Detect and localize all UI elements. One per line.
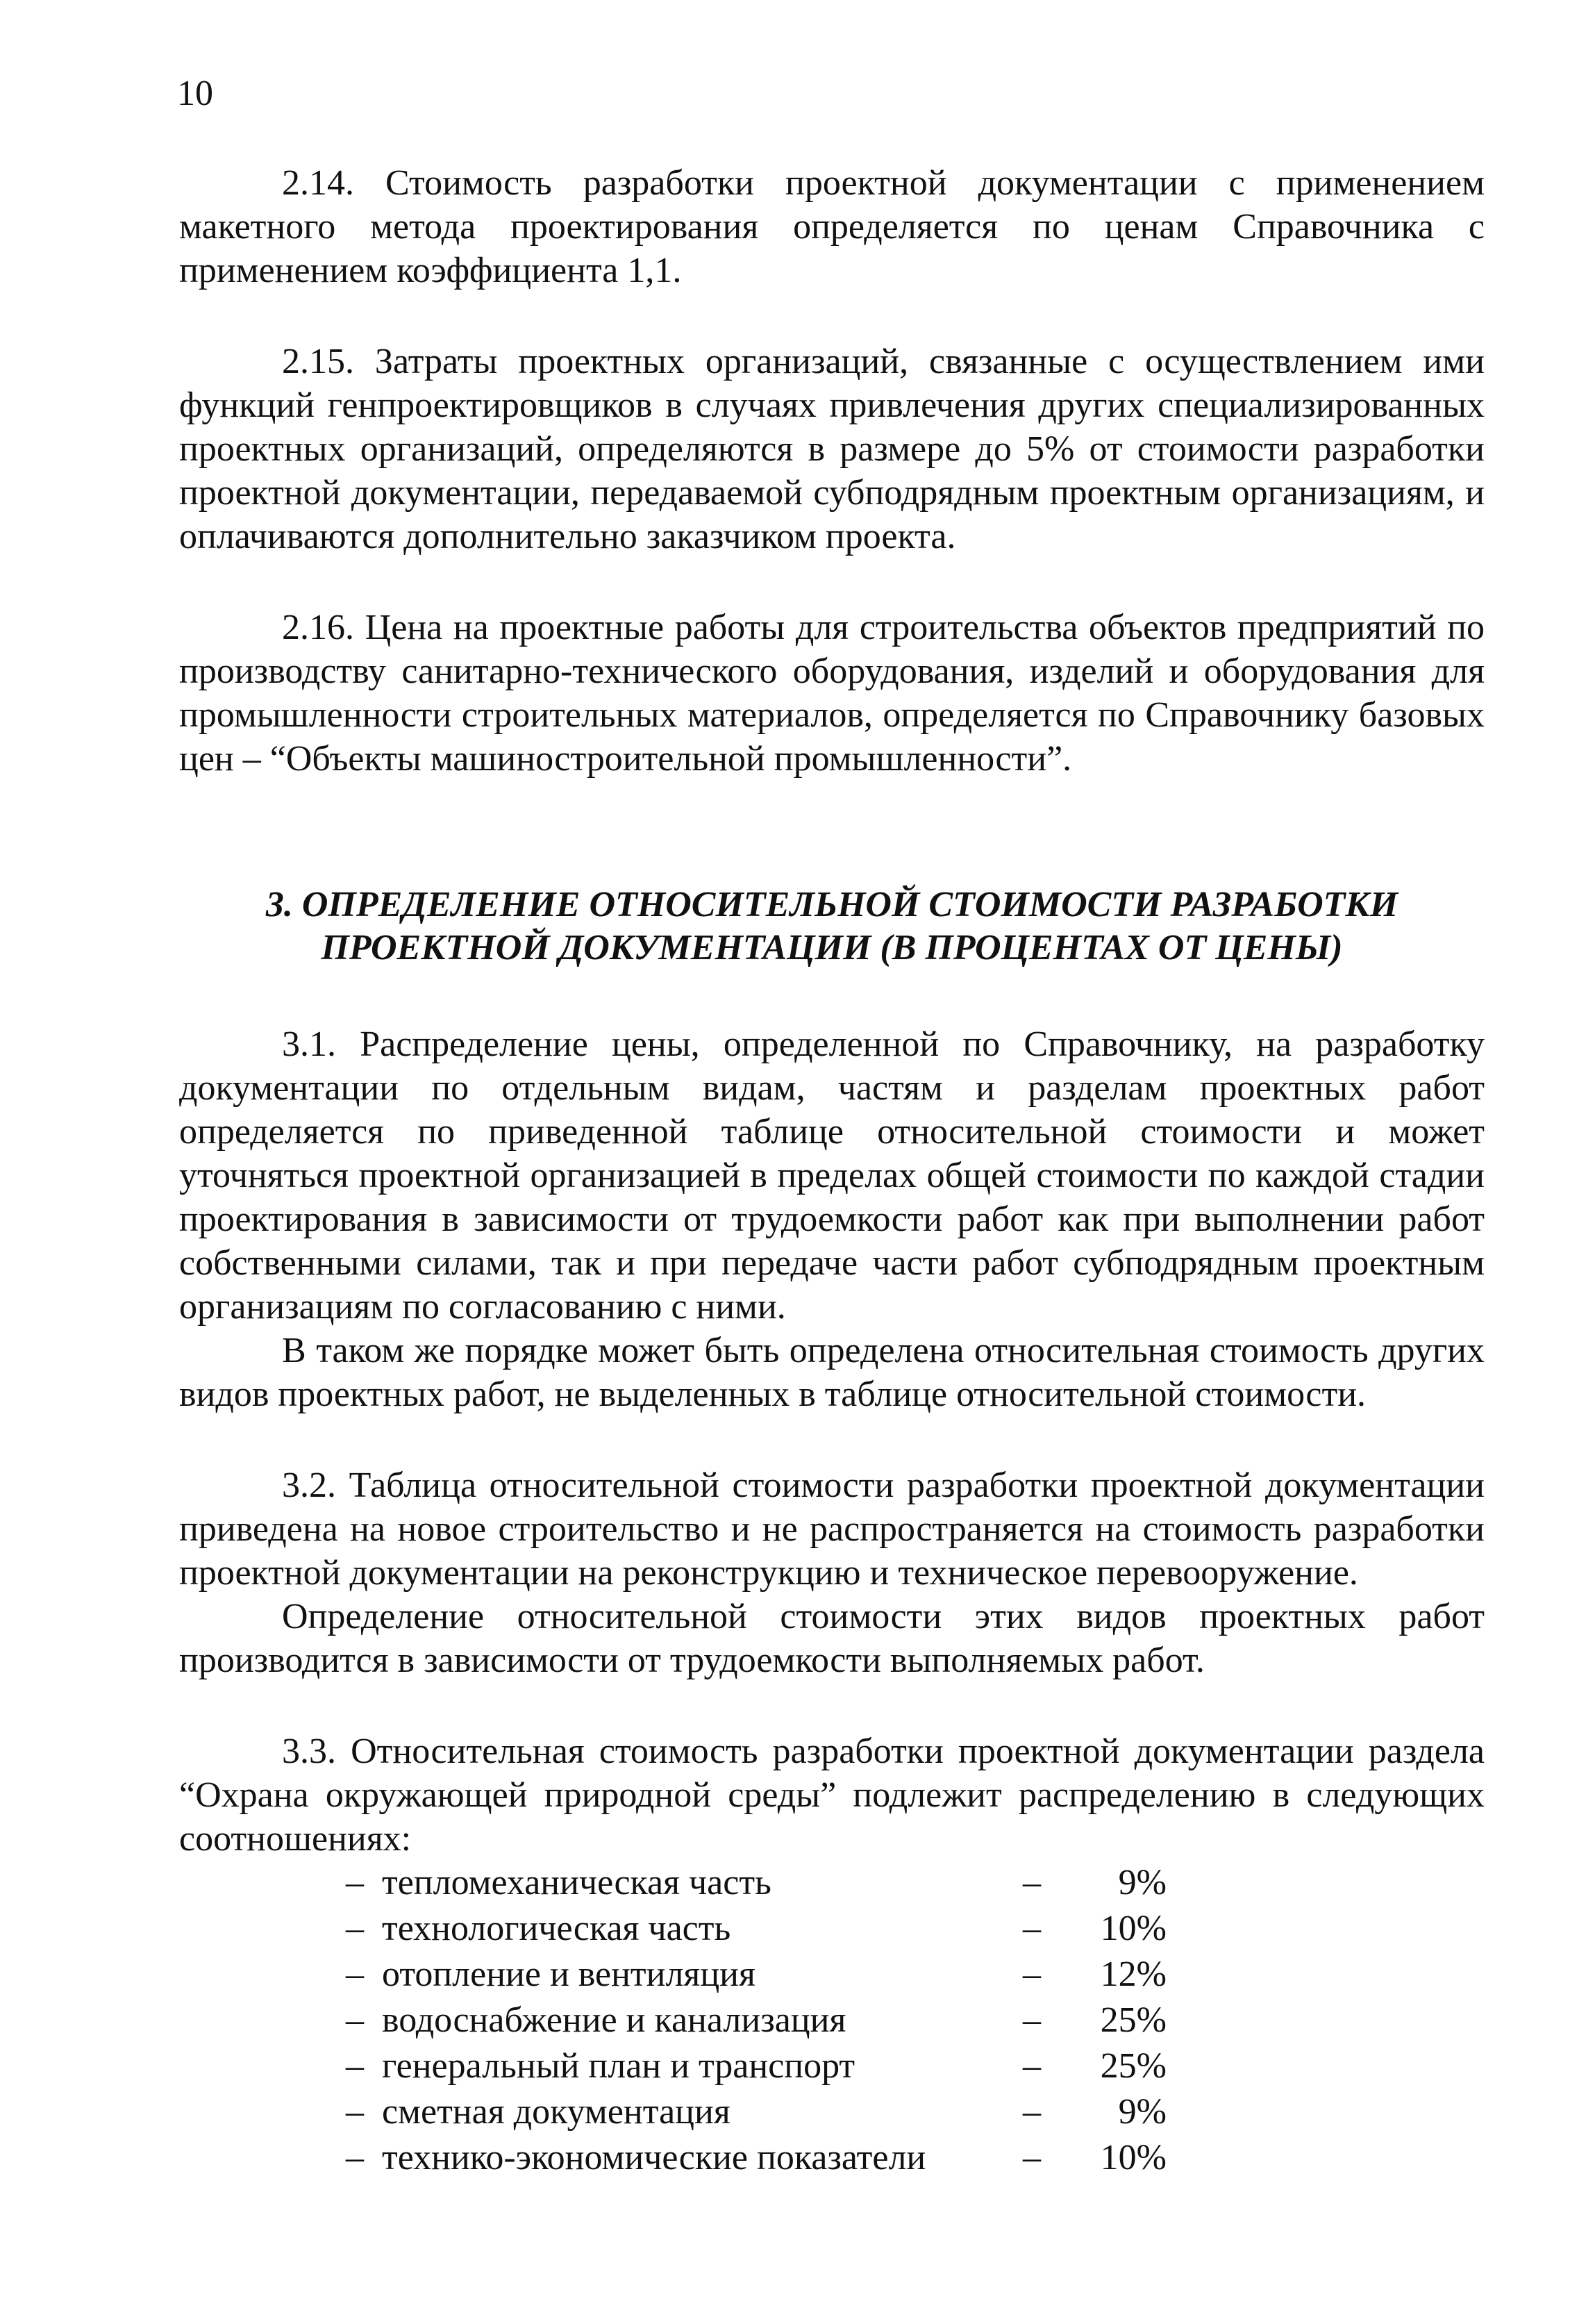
distribution-item-percent: 9%: [1118, 2092, 1167, 2132]
section-3-heading: [179, 883, 1485, 970]
paragraph-3-2: 3.2. Таблица относительной стоимости разработки проектной документации приведена на новое строительство и не распространяется на стоимость разработки проектной документации на реконструкцию и техническое перевооружение.: [179, 1466, 1485, 1593]
distribution-item-percent: 9%: [1118, 1863, 1167, 1902]
list-dash: –: [346, 1863, 364, 1902]
paragraph-3-2-continued: Определение относительной стоимости этих видов проектных работ производится в зависимости от трудоемкости выполняемых работ.: [179, 1597, 1485, 1680]
distribution-item-name: отопление и вентиляция: [382, 1954, 755, 1994]
page-number: 10: [177, 74, 213, 113]
distribution-item-name: генеральный план и транспорт: [382, 2046, 855, 2086]
distribution-item-percent: 25%: [1100, 2000, 1167, 2040]
paragraph-3-3: 3.3. Относительная стоимость разработки проектной документации раздела “Охрана окружающей природной среды” подлежит распределению в следующих соотношениях:: [179, 1732, 1485, 1859]
list-item: [179, 1998, 1485, 2044]
distribution-separator: –: [1023, 1909, 1041, 1948]
distribution-separator: –: [1023, 1863, 1041, 1902]
distribution-item-name: технологическая часть: [382, 1909, 731, 1948]
distribution-item-percent: 25%: [1100, 2046, 1167, 2086]
list-dash: –: [346, 1954, 364, 1994]
distribution-separator: –: [1023, 2000, 1041, 2040]
list-item: [179, 2136, 1485, 2182]
list-dash: –: [346, 2092, 364, 2132]
paragraph-3-1-continued: В таком же порядке может быть определена относительная стоимость других видов проектных работ, не выделенных в таблице относительной стоимости.: [179, 1331, 1485, 1414]
section-3-heading-line-2: ПРОЕКТНОЙ ДОКУМЕНТАЦИИ (В ПРОЦЕНТАХ ОТ ЦЕНЫ): [321, 928, 1343, 968]
list-dash: –: [346, 2000, 364, 2040]
distribution-item-name: тепломеханическая часть: [382, 1863, 771, 1902]
distribution-item-percent: 12%: [1100, 1954, 1167, 1994]
list-item: [179, 1861, 1485, 1907]
distribution-item-name: водоснабжение и канализация: [382, 2000, 846, 2040]
list-dash: –: [346, 2046, 364, 2086]
list-item: [179, 1952, 1485, 1998]
paragraph-2-14: 2.14. Стоимость разработки проектной документации с применением макетного метода проектирования определяется по ценам Справочника с применением коэффициента 1,1.: [179, 163, 1485, 290]
list-dash: –: [346, 1909, 364, 1948]
distribution-separator: –: [1023, 2046, 1041, 2086]
page-content: [179, 161, 1485, 2182]
distribution-separator: –: [1023, 2138, 1041, 2177]
paragraph-2-15: 2.15. Затраты проектных организаций, связанные с осуществлением ими функций генпроектировщиков в случаях привлечения других специализированных проектных организаций, определяются в размере до 5% от стоимости разработки проектной документации, передаваемой субподрядным проектным организациям, и оплачиваются дополнительно заказчиком проекта.: [179, 342, 1485, 556]
distribution-item-name: технико-экономические показатели: [382, 2138, 926, 2177]
list-item: [179, 1907, 1485, 1952]
distribution-item-percent: 10%: [1100, 1909, 1167, 1948]
list-dash: –: [346, 2138, 364, 2177]
paragraph-2-16: 2.16. Цена на проектные работы для строительства объектов предприятий по производству санитарно-технического оборудования, изделий и оборудования для промышленности строительных материалов, определяется по Справочнику базовых цен – “Объекты машиностроительной промышленности”.: [179, 608, 1485, 779]
distribution-separator: –: [1023, 2092, 1041, 2132]
list-item: [179, 2090, 1485, 2136]
paragraph-3-1: 3.1. Распределение цены, определенной по Справочнику, на разработку документации по отдельным видам, частям и разделам проектных работ определяется по приведенной таблице относительной стоимости и может уточняться проектной организацией в пределах общей стоимости по каждой стадии проектирования в зависимости от трудоемкости работ как при выполнении работ собственными силами, так и при передаче части работ субподрядным проектным организациям по согласованию с ними.: [179, 1024, 1485, 1327]
section-3-heading-line-1: 3. ОПРЕДЕЛЕНИЕ ОТНОСИТЕЛЬНОЙ СТОИМОСТИ РАЗРАБОТКИ: [265, 885, 1398, 924]
distribution-item-percent: 10%: [1100, 2138, 1167, 2177]
list-item: [179, 2044, 1485, 2090]
distribution-item-name: сметная документация: [382, 2092, 730, 2132]
distribution-separator: –: [1023, 1954, 1041, 1994]
distribution-list: [179, 1861, 1485, 2182]
